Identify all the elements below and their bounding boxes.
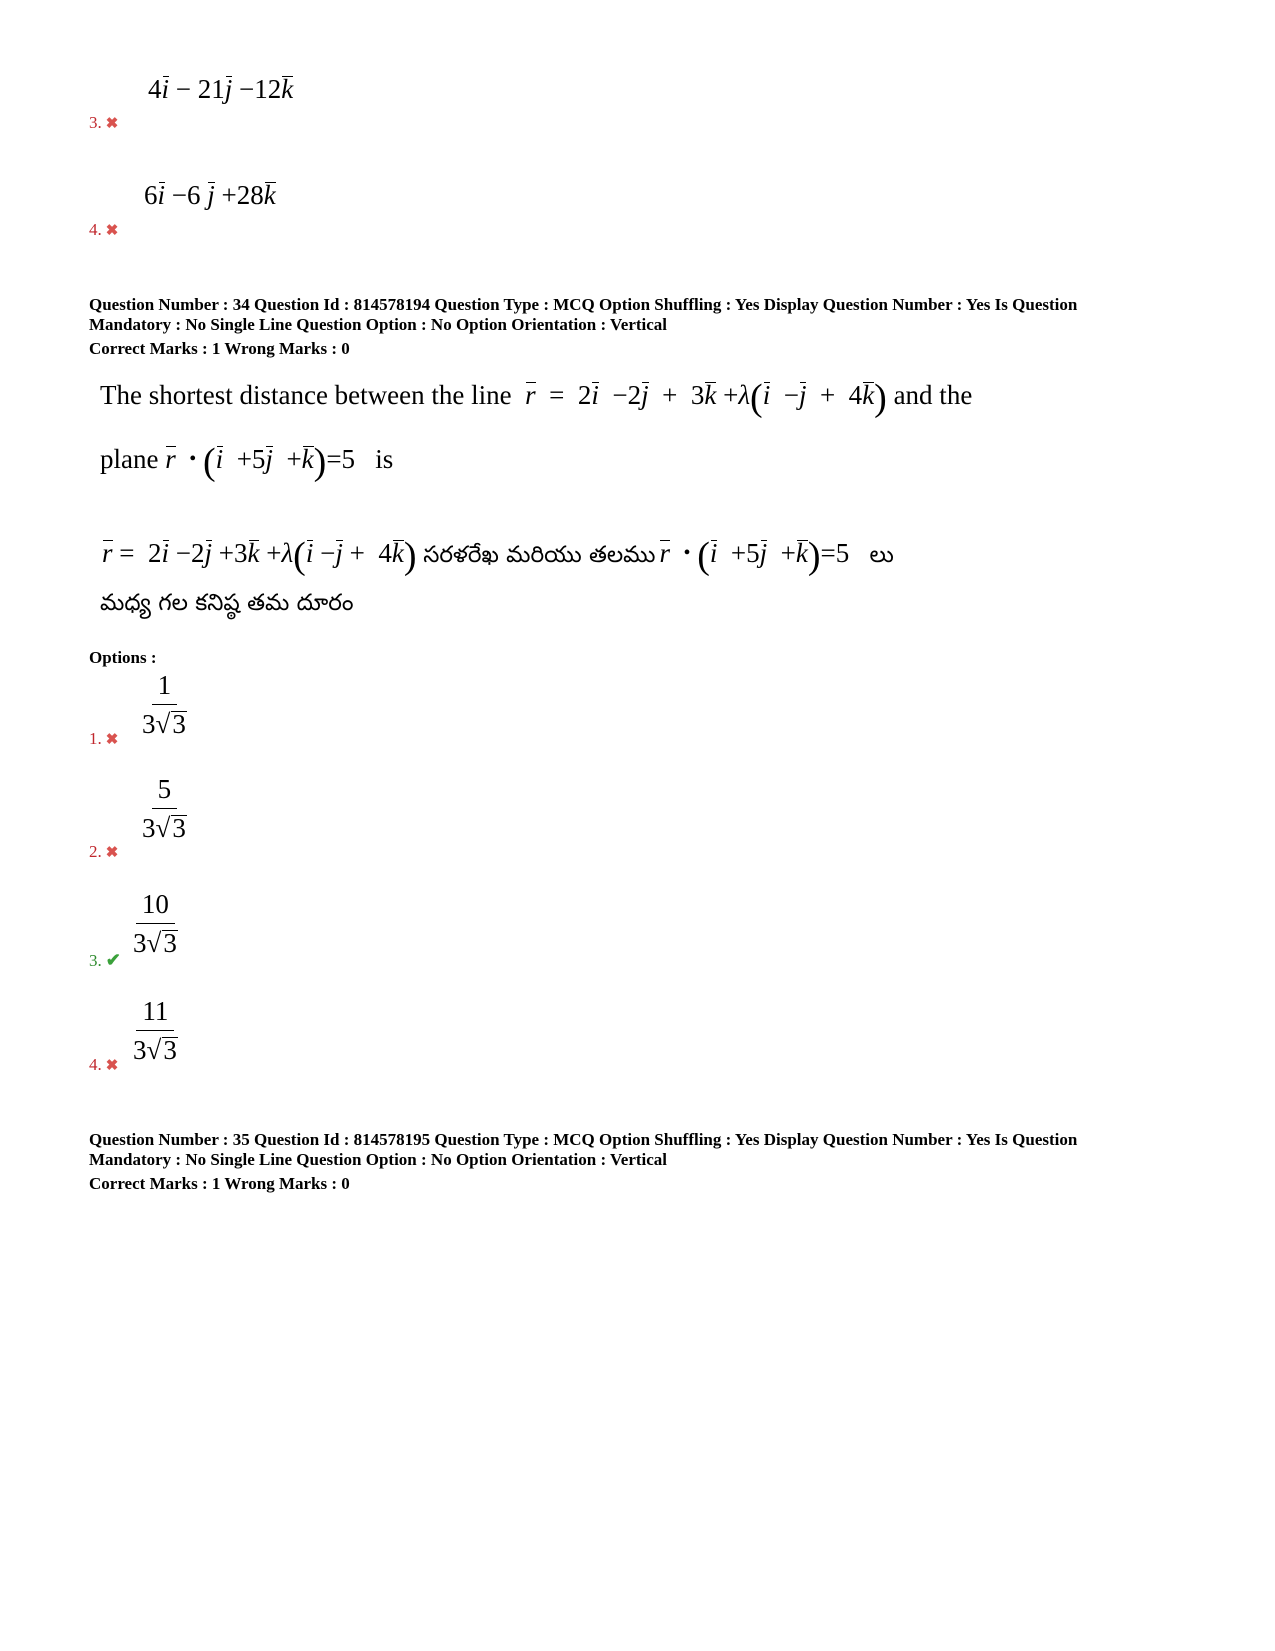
q34-option-4-label [89,1055,118,1075]
q34-text-te-mid: సరళరేఖ మరియు తలము [423,542,656,568]
te-line-equation: r = 2i −2j +3k +λ(i −j + 4k) [102,535,417,577]
q35-header [89,1130,1077,1194]
option-numerator: 10 [136,889,175,924]
q34-text-en-mid: and the [893,380,973,410]
q34-text-en-line2 [100,440,393,484]
q35-marks: Correct Marks : 1 Wrong Marks : 0 [89,1174,350,1193]
q34-text-te-line2: మధ్య గల కనిష్ఠ తమ దూరం [100,590,354,616]
q34-option-3-label [89,950,121,971]
wrong-mark-icon: ✖ [105,115,119,132]
prev-option-3-label [89,113,118,133]
option-denominator: 3√3 [142,813,186,843]
q34-text-te-end1: లు [869,542,894,568]
option-number: 4. [89,1055,102,1074]
option-number: 2. [89,842,102,861]
q34-option-2-label [89,842,118,862]
q34-option-4-fraction [133,996,178,1065]
prev-option-3-expr: 4i − 21j −12k [148,74,294,104]
option-denominator: 3√3 [142,709,186,739]
q34-option-1-fraction [142,670,187,739]
q35-header-line2: Mandatory : No Single Line Question Option : No Option Orientation : Vertical [89,1150,668,1169]
q34-option-2-fraction [142,774,187,843]
q34-text-en-end: is [375,444,394,474]
option-number: 3. [89,950,102,970]
option-numerator: 11 [136,996,174,1031]
option-denominator: 3√3 [133,1035,177,1065]
wrong-mark-icon: ✖ [105,222,119,239]
q34-header-line1: Question Number : 34 Question Id : 814578194 Question Type : MCQ Option Shuffling : Yes Display Question Number : Yes Is Question [89,295,1078,314]
option-numerator: 5 [152,774,178,809]
q34-options-label: Options : [89,648,157,667]
line-equation: r = 2i −2j + 3k +λ(i −j + 4k) [525,377,887,419]
q35-header-line1: Question Number : 35 Question Id : 814578195 Question Type : MCQ Option Shuffling : Yes Display Question Number : Yes Is Question [89,1130,1078,1149]
q34-text-en-line1 [100,376,972,420]
q34-text-en-start: The shortest distance between the line [100,380,512,410]
q34-text-en-plane: plane [100,444,159,474]
option-numerator: 1 [152,670,178,705]
te-plane-equation: r • (i +5j +k)=5 [659,535,870,577]
option-number: 4. [89,220,102,239]
q34-option-1-label [89,729,118,749]
q34-option-3-fraction [133,889,178,958]
option-denominator: 3√3 [133,928,177,958]
q34-text-te-line1 [102,534,894,578]
wrong-mark-icon: ✖ [105,844,119,861]
wrong-mark-icon: ✖ [105,1057,119,1074]
prev-option-4-expr: 6i −6 j +28k [144,180,276,210]
plane-equation: r • (i +5j +k)=5 [165,441,376,483]
q34-header [89,295,1077,359]
q34-marks: Correct Marks : 1 Wrong Marks : 0 [89,339,350,358]
q34-header-line2: Mandatory : No Single Line Question Option : No Option Orientation : Vertical [89,315,668,334]
correct-check-icon: ✔ [105,950,121,970]
prev-option-4-label [89,220,118,240]
wrong-mark-icon: ✖ [105,731,119,748]
option-number: 3. [89,113,102,132]
option-number: 1. [89,729,102,748]
